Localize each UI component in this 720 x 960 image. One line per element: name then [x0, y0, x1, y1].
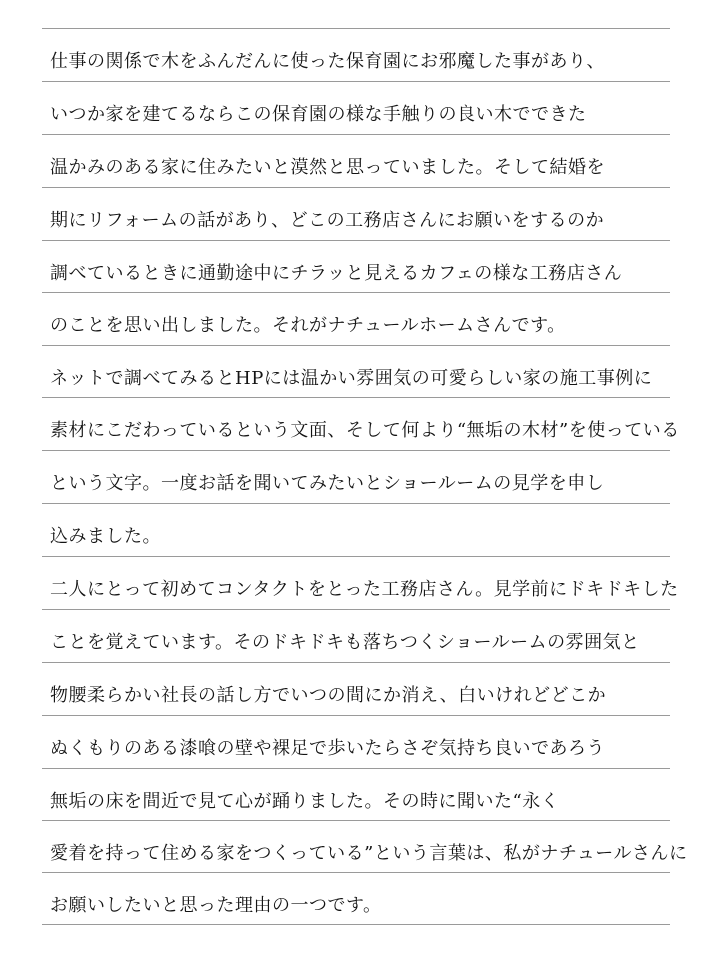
text-line-7: ネットで調べてみるとHPには温かい雰囲気の可愛らしい家の施工事例に — [50, 368, 653, 389]
text-line-16: 愛着を持って住める家をつくっている”という言葉は、私がナチュールさんに — [50, 843, 688, 864]
ruled-line — [42, 28, 670, 29]
text-line-17: お願いしたいと思った理由の一つです。 — [50, 895, 382, 916]
text-line-10: 込みました。 — [50, 526, 161, 547]
text-line-11: 二人にとって初めてコンタクトをとった工務店さん。見学前にドキドキした — [50, 579, 679, 600]
text-line-13: 物腰柔らかい社長の話し方でいつの間にか消え、白いけれどどこか — [50, 685, 607, 706]
text-line-2: いつか家を建てるならこの保育園の様な手触りの良い木でできた — [50, 104, 587, 125]
text-line-5: 調べているときに通勤途中にチラッと見えるカフェの様な工務店さん — [50, 263, 623, 284]
text-line-15: 無垢の床を間近で見て心が踊りました。その時に聞いた“永く — [50, 791, 560, 812]
text-line-9: という文字。一度お話を聞いてみたいとショールームの見学を申し — [50, 473, 605, 494]
text-line-3: 温かみのある家に住みたいと漠然と思っていました。そして結婚を — [50, 157, 605, 178]
text-line-6: のことを思い出しました。それがナチュールホームさんです。 — [50, 315, 566, 336]
text-line-4: 期にリフォームの話があり、どこの工務店さんにお願いをするのか — [50, 210, 605, 231]
text-line-8: 素材にこだわっているという文面、そして何より“無垢の木材”を使っている — [50, 420, 680, 441]
text-line-1: 仕事の関係で木をふんだんに使った保育園にお邪魔した事があり、 — [50, 51, 605, 72]
text-line-12: ことを覚えています。そのドキドキも落ちつくショールームの雰囲気と — [50, 632, 640, 653]
text-line-14: ぬくもりのある漆喰の壁や裸足で歩いたらさぞ気持ち良いであろう — [50, 738, 605, 759]
